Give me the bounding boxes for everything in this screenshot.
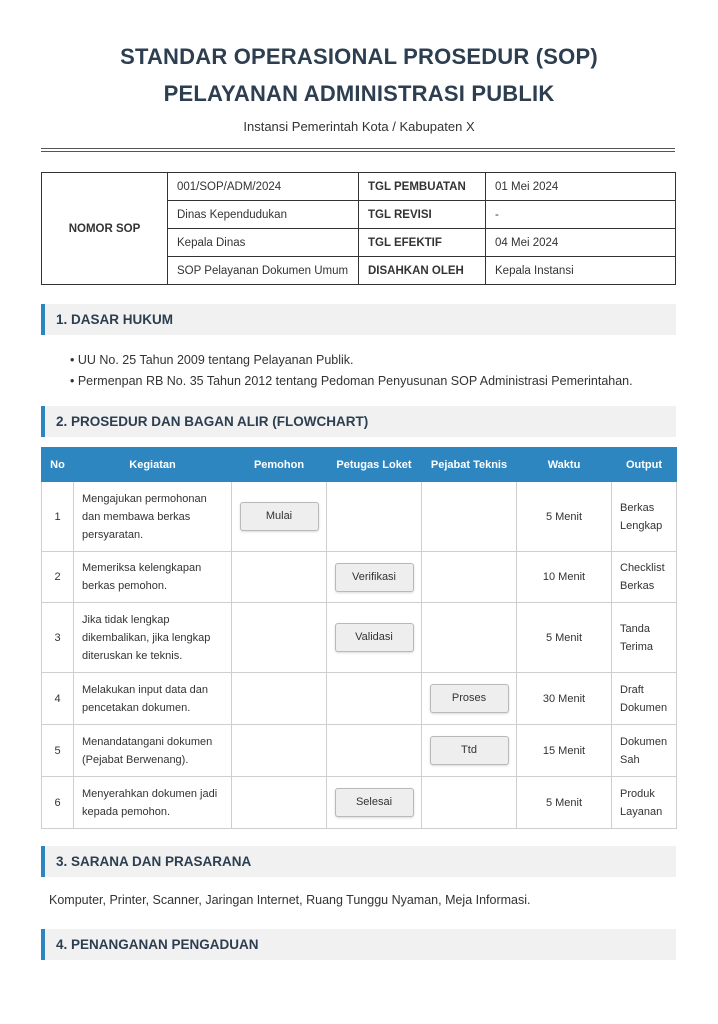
table-header-row (42, 448, 677, 482)
lane-petugas-loket (327, 673, 422, 725)
activity-cell: Memeriksa kelengkapan berkas pemohon. (74, 552, 232, 603)
legal-basis-list (70, 350, 633, 392)
section-header-dasar-hukum (41, 304, 676, 335)
section-title: 1. DASAR HUKUM (56, 312, 174, 327)
column-header: Output (612, 448, 677, 482)
activity-cell: Menyerahkan dokumen jadi kepada pemohon. (74, 777, 232, 829)
step-number: 5 (42, 725, 74, 777)
meta-key: DISAHKAN OLEH (359, 257, 486, 285)
header-divider-top (41, 148, 675, 149)
lane-pejabat-teknis (422, 725, 517, 777)
flow-step-verifikasi: Verifikasi (335, 563, 414, 592)
table-row (42, 673, 677, 725)
sop-identity-table (41, 172, 676, 285)
output-cell: Dokumen Sah (612, 725, 677, 777)
step-number: 2 (42, 552, 74, 603)
column-header: Kegiatan (74, 448, 232, 482)
lane-petugas-loket (327, 552, 422, 603)
lane-petugas-loket (327, 603, 422, 673)
output-cell: Draft Dokumen (612, 673, 677, 725)
document-subtitle-title: PELAYANAN ADMINISTRASI PUBLIK (163, 81, 555, 106)
column-header: Pejabat Teknis (422, 448, 517, 482)
table-row (42, 777, 677, 829)
lane-petugas-loket (327, 777, 422, 829)
activity-cell: Mengajukan permohonan dan membawa berkas persyaratan. (74, 482, 232, 552)
time-cell: 5 Menit (517, 777, 612, 829)
list-item: • Permenpan RB No. 35 Tahun 2012 tentang Pedoman Penyusunan SOP Administrasi Pemerintahan. (70, 374, 633, 388)
meta-key: TGL PEMBUATAN (359, 173, 486, 201)
flow-step-mulai: Mulai (240, 502, 319, 531)
facilities-text: Komputer, Printer, Scanner, Jaringan Internet, Ruang Tunggu Nyaman, Meja Informasi. (49, 893, 531, 907)
column-header: Waktu (517, 448, 612, 482)
meta-key: TGL REVISI (359, 201, 486, 229)
list-item: • UU No. 25 Tahun 2009 tentang Pelayanan Publik. (70, 353, 354, 367)
section-header-sarana (41, 846, 676, 877)
output-cell: Berkas Lengkap (612, 482, 677, 552)
lane-pejabat-teknis (422, 603, 517, 673)
meta-value: SOP Pelayanan Dokumen Umum (168, 257, 359, 285)
flowchart-table (41, 447, 677, 829)
time-cell: 10 Menit (517, 552, 612, 603)
meta-value: Dinas Kependudukan (168, 201, 359, 229)
lane-pejabat-teknis (422, 482, 517, 552)
time-cell: 15 Menit (517, 725, 612, 777)
lane-pejabat-teknis (422, 777, 517, 829)
flow-step-proses: Proses (430, 684, 509, 713)
meta-value: Kepala Dinas (168, 229, 359, 257)
time-cell: 5 Menit (517, 482, 612, 552)
step-number: 6 (42, 777, 74, 829)
column-header: Pemohon (232, 448, 327, 482)
step-number: 1 (42, 482, 74, 552)
agency-name: Instansi Pemerintah Kota / Kabupaten X (243, 119, 475, 134)
meta-date: - (486, 201, 676, 229)
lane-petugas-loket (327, 482, 422, 552)
step-number: 3 (42, 603, 74, 673)
lane-pemohon (232, 725, 327, 777)
lane-pemohon (232, 603, 327, 673)
time-cell: 30 Menit (517, 673, 612, 725)
meta-date: 01 Mei 2024 (486, 173, 676, 201)
section-header-prosedur (41, 406, 676, 437)
activity-cell: Jika tidak lengkap dikembalikan, jika lengkap diteruskan ke teknis. (74, 603, 232, 673)
lane-pemohon (232, 552, 327, 603)
column-header: No (42, 448, 74, 482)
section-title: 4. PENANGANAN PENGADUAN (56, 937, 259, 952)
lane-pejabat-teknis (422, 673, 517, 725)
lane-pejabat-teknis (422, 552, 517, 603)
lane-petugas-loket (327, 725, 422, 777)
output-cell: Checklist Berkas (612, 552, 677, 603)
table-row (42, 603, 677, 673)
meta-key: TGL EFEKTIF (359, 229, 486, 257)
activity-cell: Melakukan input data dan pencetakan dokumen. (74, 673, 232, 725)
meta-date: Kepala Instansi (486, 257, 676, 285)
flow-step-ttd: Ttd (430, 736, 509, 765)
output-cell: Tanda Terima (612, 603, 677, 673)
column-header: Petugas Loket (327, 448, 422, 482)
section-title: 3. SARANA DAN PRASARANA (56, 854, 252, 869)
table-row (42, 482, 677, 552)
header-divider-bottom (41, 151, 675, 152)
activity-cell: Menandatangani dokumen (Pejabat Berwenang). (74, 725, 232, 777)
section-header-pengaduan (41, 929, 676, 960)
step-number: 4 (42, 673, 74, 725)
meta-date: 04 Mei 2024 (486, 229, 676, 257)
time-cell: 5 Menit (517, 603, 612, 673)
flow-step-selesai: Selesai (335, 788, 414, 817)
lane-pemohon (232, 482, 327, 552)
output-cell: Produk Layanan (612, 777, 677, 829)
table-row (42, 552, 677, 603)
flow-step-validasi: Validasi (335, 623, 414, 652)
nomor-sop-label: NOMOR SOP (42, 173, 168, 285)
meta-value: 001/SOP/ADM/2024 (168, 173, 359, 201)
section-title: 2. PROSEDUR DAN BAGAN ALIR (FLOWCHART) (56, 414, 369, 429)
document-title: STANDAR OPERASIONAL PROSEDUR (SOP) (120, 44, 598, 69)
lane-pemohon (232, 777, 327, 829)
table-row (42, 725, 677, 777)
lane-pemohon (232, 673, 327, 725)
